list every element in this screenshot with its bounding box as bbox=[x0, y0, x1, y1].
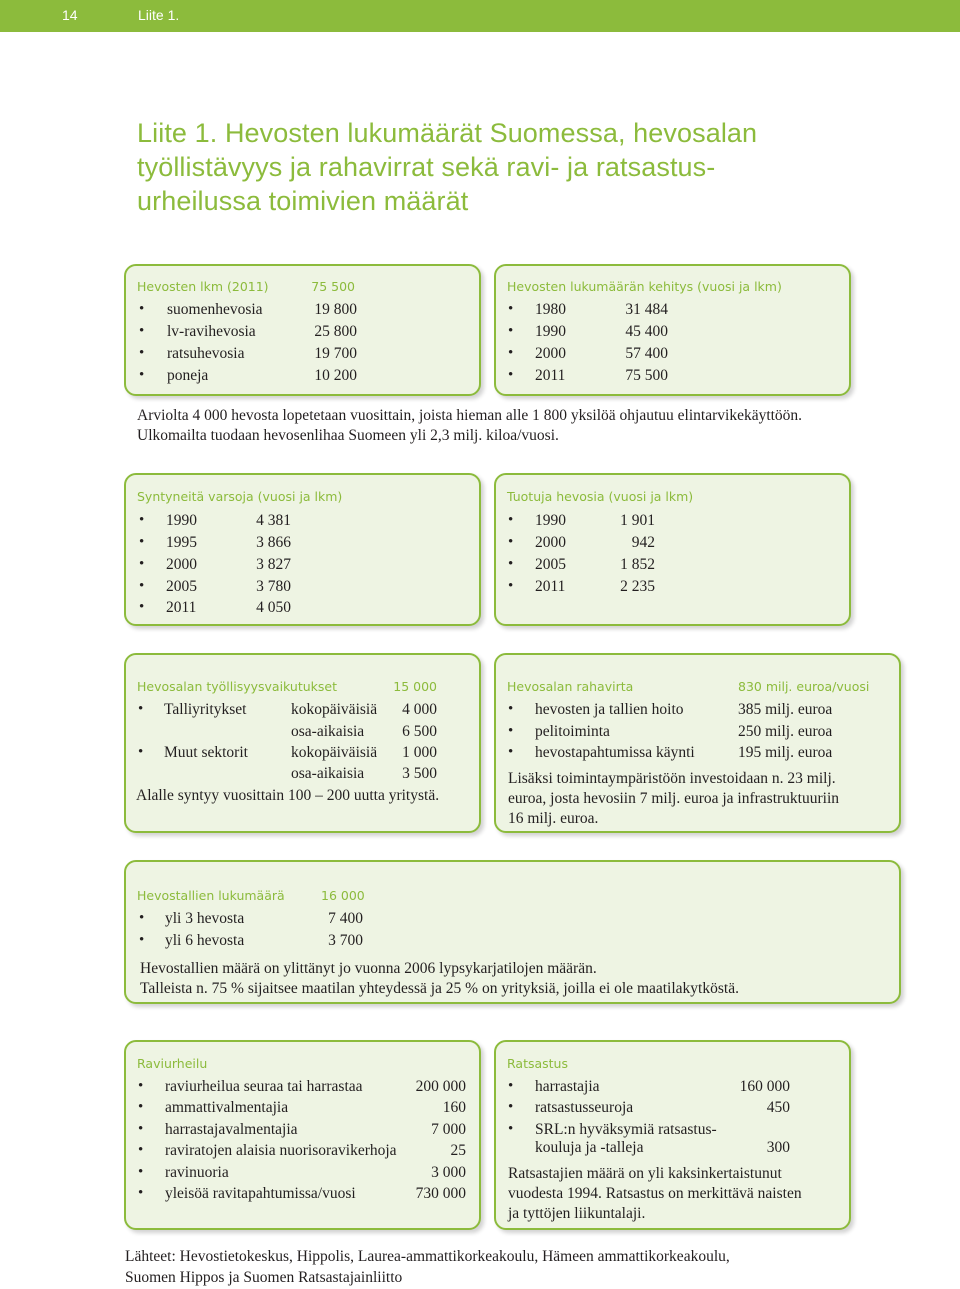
list-item-value: 7 000 bbox=[431, 1121, 466, 1138]
bullet: • bbox=[508, 323, 514, 339]
list-item-value: 25 800 bbox=[314, 323, 357, 340]
list-item-value: 75 500 bbox=[625, 367, 668, 384]
list-item-value: 3 700 bbox=[328, 932, 363, 949]
list-item-value: 10 200 bbox=[314, 367, 357, 384]
bullet: • bbox=[508, 701, 514, 717]
bullet: • bbox=[139, 578, 145, 594]
bullet: • bbox=[508, 578, 514, 594]
srl-label-line2: kouluja ja -talleja bbox=[535, 1139, 644, 1156]
row-value: 4 000 bbox=[402, 701, 437, 718]
cashflow-note bbox=[508, 769, 893, 829]
running-title: Liite 1. bbox=[138, 7, 180, 23]
list-item-value: 7 400 bbox=[328, 910, 363, 927]
box-heading: Syntyneitä varsoja (vuosi ja lkm) bbox=[137, 489, 343, 504]
list-item-value: 25 bbox=[450, 1142, 466, 1159]
bullet: • bbox=[139, 301, 145, 317]
note-line: Ulkomailta tuodaan hevosenlihaa Suomeen yli 2,3 milj. kiloa/vuosi. bbox=[137, 427, 559, 444]
page-number: 14 bbox=[62, 7, 78, 23]
srl-label-line1: SRL:n hyväksymiä ratsastus- bbox=[535, 1121, 717, 1138]
bullet: • bbox=[508, 1121, 514, 1137]
note-line: Ratsastajien määrä on yli kaksinkertaistunut bbox=[508, 1165, 782, 1182]
list-item-value: 300 bbox=[766, 1139, 790, 1156]
note-line: Arviolta 4 000 hevosta lopetetaan vuosittain, joista hieman alle 1 800 yksilöä ohjautuu elintarvikekäyttöön. bbox=[137, 407, 803, 424]
list-item-label: hevostapahtumissa käynti bbox=[535, 744, 695, 761]
row-value: 6 500 bbox=[402, 723, 437, 740]
list-item-value: 31 484 bbox=[625, 301, 668, 318]
list-item-year: 2005 bbox=[535, 556, 566, 573]
box-heading: Hevosalan rahavirta bbox=[507, 679, 634, 694]
note-line: ja tyttöjen liikuntalaji. bbox=[508, 1205, 646, 1222]
list-item-label: poneja bbox=[167, 367, 209, 384]
list-item-label: ratsuhevosia bbox=[167, 345, 245, 362]
bullet: • bbox=[138, 1099, 144, 1115]
bullet: • bbox=[139, 323, 145, 339]
list-item-label: ravinuoria bbox=[165, 1164, 229, 1181]
bullet: • bbox=[139, 556, 145, 572]
title-line: urheilussa toimivien määrät bbox=[137, 186, 469, 216]
box-heading-total: 15 000 bbox=[393, 679, 437, 694]
list-item-label: suomenhevosia bbox=[167, 301, 263, 318]
bullet: • bbox=[139, 512, 145, 528]
list-item-value: 250 milj. euroa bbox=[738, 723, 833, 740]
list-item-value: 160 bbox=[442, 1099, 466, 1116]
bullet: • bbox=[139, 910, 145, 926]
cashflow-box bbox=[494, 653, 901, 833]
list-item-value: 19 700 bbox=[314, 345, 357, 362]
list-item-year: 2000 bbox=[166, 556, 197, 573]
bullet: • bbox=[508, 723, 514, 739]
bullet: • bbox=[139, 599, 145, 615]
page-header-bar bbox=[0, 0, 960, 32]
list-item-value: 450 bbox=[766, 1099, 790, 1116]
bullet: • bbox=[508, 1078, 514, 1094]
title-line: työllistävyys ja rahavirrat sekä ravi- ja ratsastus- bbox=[137, 152, 716, 182]
list-item-value: 730 000 bbox=[415, 1185, 466, 1202]
list-item-label: ammattivalmentajia bbox=[165, 1099, 289, 1116]
imports-box bbox=[494, 473, 851, 626]
list-item-year: 1995 bbox=[166, 534, 197, 551]
list-item-label: ratsastusseuroja bbox=[535, 1099, 634, 1116]
note-line: euroa, josta hevosiin 7 milj. euroa ja infrastruktuuriin bbox=[508, 790, 840, 807]
row-value: 3 500 bbox=[402, 765, 437, 782]
list-item-value: 45 400 bbox=[625, 323, 668, 340]
box-heading: Hevosalan työllisyysvaikutukset bbox=[137, 679, 337, 694]
bullet: • bbox=[508, 1099, 514, 1115]
list-item-value: 200 000 bbox=[415, 1078, 466, 1095]
list-item-value: 942 bbox=[631, 534, 655, 551]
riding-box bbox=[494, 1040, 851, 1230]
list-item-year: 1980 bbox=[535, 301, 566, 318]
list-item-value: 1 852 bbox=[620, 556, 655, 573]
harness-racing-box bbox=[124, 1040, 481, 1230]
list-item-label: hevosten ja tallien hoito bbox=[535, 701, 684, 718]
sources bbox=[125, 1246, 730, 1288]
list-item-value: 195 milj. euroa bbox=[738, 744, 833, 761]
sources-line: Lähteet: Hevostietokeskus, Hippolis, Laurea-ammattikorkeakoulu, Hämeen ammattikorkeakoulu, bbox=[125, 1248, 730, 1265]
list-item-value: 57 400 bbox=[625, 345, 668, 362]
list-item-label: pelitoiminta bbox=[535, 723, 610, 740]
row-type: kokopäiväisiä bbox=[291, 744, 378, 761]
list-item-label: yli 3 hevosta bbox=[165, 910, 245, 927]
list-item-year: 1990 bbox=[535, 323, 566, 340]
box-heading: Raviurheilu bbox=[137, 1056, 208, 1071]
box-heading: Hevostallien lukumäärä bbox=[137, 888, 285, 903]
list-item-value: 3 000 bbox=[431, 1164, 466, 1181]
bullet: • bbox=[139, 534, 145, 550]
horses-2011-box bbox=[124, 264, 481, 396]
stables-box bbox=[124, 860, 901, 1004]
note-line: Lisäksi toimintaympäristöön investoidaan n. 23 milj. bbox=[508, 770, 836, 787]
list-item-year: 1990 bbox=[166, 512, 197, 529]
note-line: Hevostallien määrä on ylittänyt jo vuonna 2006 lypsykarjatilojen määrän. bbox=[140, 960, 597, 977]
list-item-value: 2 235 bbox=[620, 578, 655, 595]
bullet: • bbox=[508, 345, 514, 361]
box-heading: Ratsastus bbox=[507, 1056, 568, 1071]
list-item-year: 2005 bbox=[166, 578, 197, 595]
employment-box bbox=[124, 653, 481, 833]
stables-note bbox=[140, 959, 895, 999]
list-item-label: harrastajia bbox=[535, 1078, 600, 1095]
box-heading-total: 75 500 bbox=[311, 279, 355, 294]
list-item-year: 2011 bbox=[166, 599, 197, 616]
list-item-value: 1 901 bbox=[620, 512, 655, 529]
group-label: Muut sektorit bbox=[164, 744, 248, 761]
box-heading-total: 830 milj. euroa/vuosi bbox=[738, 679, 870, 694]
bullet: • bbox=[508, 301, 514, 317]
list-item-year: 2000 bbox=[535, 345, 566, 362]
box-heading: Tuotuja hevosia (vuosi ja lkm) bbox=[507, 489, 694, 504]
list-item-value: 3 827 bbox=[256, 556, 291, 573]
bullet: • bbox=[508, 534, 514, 550]
box-heading-total: 16 000 bbox=[321, 888, 365, 903]
bullet: • bbox=[138, 744, 144, 760]
bullet: • bbox=[139, 932, 145, 948]
title-line: Liite 1. Hevosten lukumäärät Suomessa, hevosalan bbox=[137, 118, 758, 148]
employment-footer: Alalle syntyy vuosittain 100 – 200 uutta yritystä. bbox=[136, 787, 440, 804]
bullet: • bbox=[138, 701, 144, 717]
bullet: • bbox=[508, 512, 514, 528]
bullet: • bbox=[139, 367, 145, 383]
list-item-label: lv-ravihevosia bbox=[167, 323, 256, 340]
list-item-year: 2011 bbox=[535, 578, 566, 595]
list-item-year: 2000 bbox=[535, 534, 566, 551]
row-type: kokopäiväisiä bbox=[291, 701, 378, 718]
note-line: Talleista n. 75 % sijaitsee maatilan yhteydessä ja 25 % on yrityksiä, joilla ei ole maatilakytköstä. bbox=[140, 980, 739, 997]
box-heading: Hevosten lukumäärän kehitys (vuosi ja lkm) bbox=[507, 279, 782, 294]
list-item-value: 3 780 bbox=[256, 578, 291, 595]
list-item-label: raviurheilua seuraa tai harrastaa bbox=[165, 1078, 363, 1095]
list-item-value: 4 381 bbox=[256, 512, 291, 529]
bullet: • bbox=[138, 1078, 144, 1094]
bullet: • bbox=[138, 1185, 144, 1201]
list-item-label: raviratojen alaisia nuorisoravikerhoja bbox=[165, 1142, 397, 1159]
riding-note bbox=[508, 1164, 843, 1224]
page-title bbox=[137, 116, 837, 218]
note-line: vuodesta 1994. Ratsastus on merkittävä naisten bbox=[508, 1185, 802, 1202]
foals-box bbox=[124, 473, 481, 626]
list-item-label: yli 6 hevosta bbox=[165, 932, 245, 949]
list-item-label: yleisöä ravitapahtumissa/vuosi bbox=[165, 1185, 356, 1202]
slaughter-note bbox=[137, 406, 917, 446]
bullet: • bbox=[508, 744, 514, 760]
list-item-year: 2011 bbox=[535, 367, 566, 384]
bullet: • bbox=[138, 1164, 144, 1180]
list-item-value: 19 800 bbox=[314, 301, 357, 318]
list-item-label: harrastajavalmentajia bbox=[165, 1121, 298, 1138]
bullet: • bbox=[138, 1142, 144, 1158]
bullet: • bbox=[508, 556, 514, 572]
sources-line: Suomen Hippos ja Suomen Ratsastajainliitto bbox=[125, 1269, 403, 1286]
list-item-value: 4 050 bbox=[256, 599, 291, 616]
group-label: Talliyritykset bbox=[164, 701, 247, 718]
row-value: 1 000 bbox=[402, 744, 437, 761]
row-type: osa-aikaisia bbox=[291, 765, 365, 782]
list-item-year: 1990 bbox=[535, 512, 566, 529]
row-type: osa-aikaisia bbox=[291, 723, 365, 740]
list-item-value: 385 milj. euroa bbox=[738, 701, 833, 718]
list-item-value: 3 866 bbox=[256, 534, 291, 551]
note-line: 16 milj. euroa. bbox=[508, 810, 599, 827]
horse-trend-box bbox=[494, 264, 851, 396]
bullet: • bbox=[139, 345, 145, 361]
box-heading: Hevosten lkm (2011) bbox=[137, 279, 269, 294]
bullet: • bbox=[508, 367, 514, 383]
bullet: • bbox=[138, 1121, 144, 1137]
list-item-value: 160 000 bbox=[739, 1078, 790, 1095]
